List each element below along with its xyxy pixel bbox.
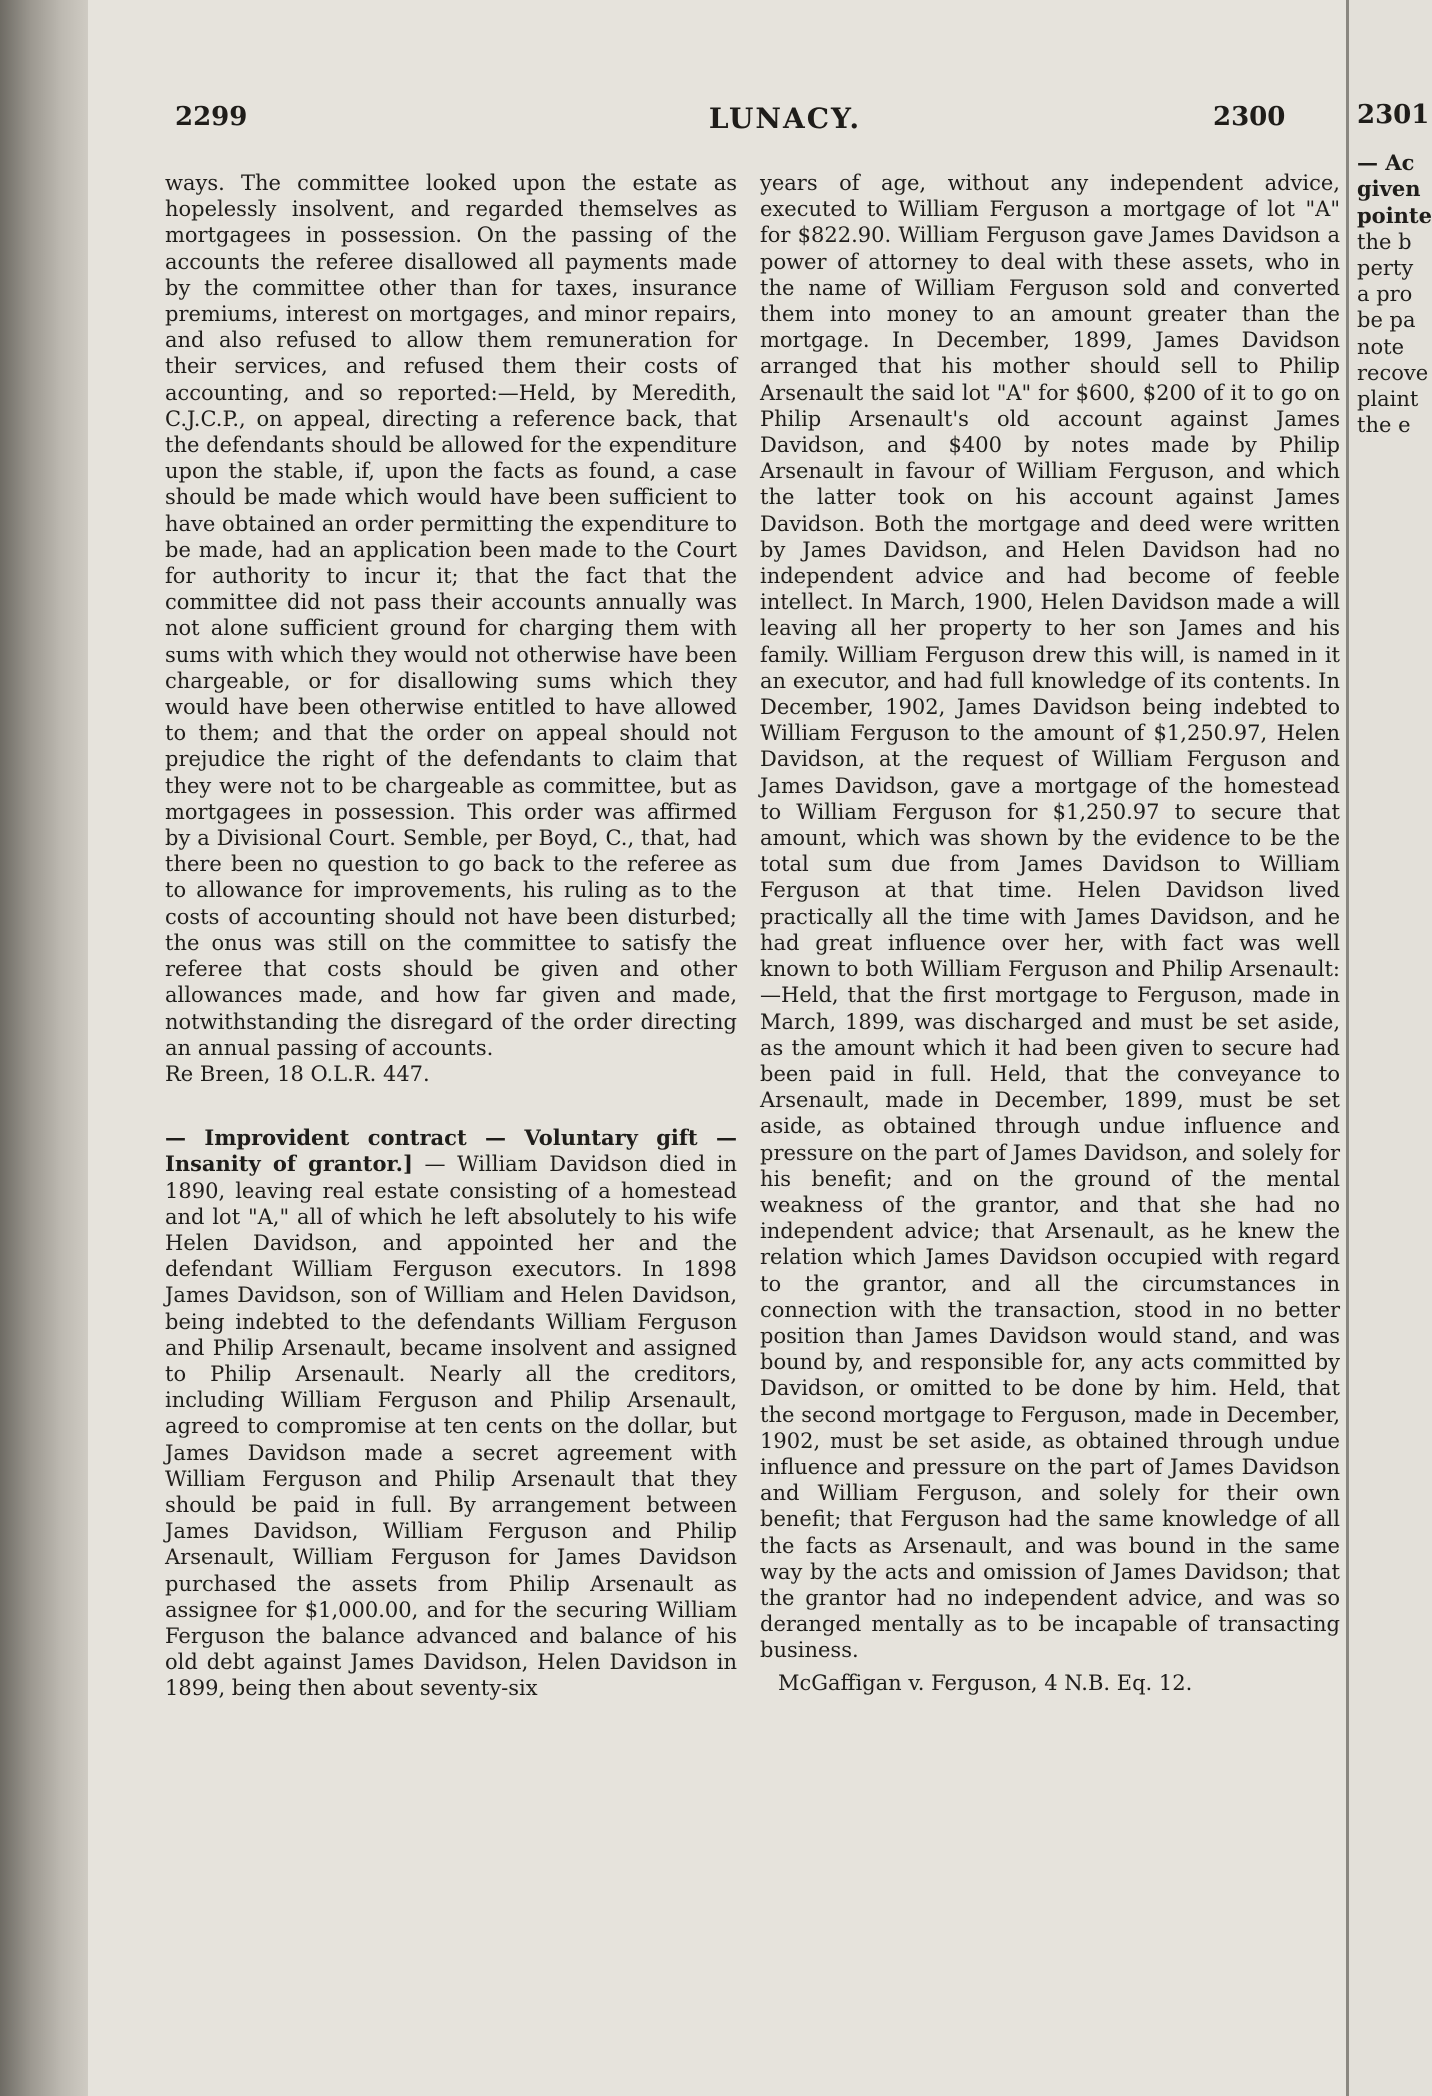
next-page-line: perty xyxy=(1357,256,1414,281)
next-page-line: — Ac xyxy=(1357,150,1415,176)
citation-mcgaffigan: McGaffigan v. Ferguson, 4 N.B. Eq. 12. xyxy=(778,1670,1193,1695)
paragraph-improvident-contract xyxy=(165,1125,737,1701)
next-page-line: plaint xyxy=(1357,387,1419,412)
citation-re-breen: Re Breen, 18 O.L.R. 447. xyxy=(165,1061,430,1086)
section-lead-heading: — Improvident contract — Voluntary gift — Insanity of grantor.] xyxy=(165,1125,737,1177)
right-column xyxy=(760,170,1340,1696)
next-page-line: the e xyxy=(1357,413,1411,438)
left-page-number: 2299 xyxy=(175,102,248,132)
next-page-line: recove xyxy=(1357,360,1429,385)
paragraph-davidson-facts: years of age, without any independent advice, executed to William Ferguson a mortgage of lot "A" for $822.90. William Ferguson gave James Davidson a power of attorney to deal with these assets, who in the name of William Ferguson sold and converted them into money to an amount greater than the mortgage. In December, 1899, James Davidson arranged that his mother should sell to Philip Arsenault the said lot "A" for $600, $200 of it to go on Philip Arsenault's old account against James Davidson, and $400 by notes made by Philip Arsenault in favour of William Ferguson, and which the latter took on his account against James Davidson. Both the mortgage and deed were written by James Davidson, and Helen Davidson had no independent advice and had become of feeble intellect. In March, 1900, Helen Davidson made a will leaving all her property to her son James and his family. William Ferguson drew this will, is named in it an executor, and had full knowledge of its contents. In December, 1902, James Davidson being indebted to William Ferguson to the amount of $1,250.97, Helen Davidson, at the request of William Ferguson and James Davidson, gave a mortgage of the homestead to William Ferguson for $1,250.97 to secure that amount, which was shown by the evidence to be the total sum due from James Davidson to William Ferguson at that time. Helen Davidson lived practically all the time with James Davidson, and he had great influence over her, with fact was well known to both William Ferguson and Philip Arsenault:—Held, that the first mortgage to Ferguson, made in March, 1899, was discharged and must be set aside, as the amount which it had been given to secure had been paid in full. Held, that the conveyance to Arsenault, made in December, 1899, must be set aside, as obtained through undue influence and pressure on the part of James Davidson, and solely for his benefit; and on the ground of the mental weakness of the grantor, and that she had no independent advice; that Arsenault, as he knew the relation which James Davidson occupied with regard to the grantor, and all the circumstances in connection with the transaction, stood in no better position than James Davidson would stand, and was bound by, and responsible for, any acts committed by Davidson, or omitted to be done by him. Held, that the second mortgage to Ferguson, made in December, 1902, must be set aside, as obtained through undue influence and pressure on the part of James Davidson and William Ferguson, and solely for their own benefit; that Ferguson had the same knowledge of all the facts as Arsenault, and was bound in the same way by the acts and omission of James Davidson; that the grantor had no independent advice, and was so deranged mentally as to be incapable of transacting business. xyxy=(760,171,1340,1663)
next-page-text xyxy=(1357,102,1432,438)
next-page-fragment xyxy=(1346,0,1432,2096)
paragraph-body: — William Davidson died in 1890, leaving real estate consisting of a homestead and lot "A," all of which he left absolutely to his wife Helen Davidson, and appointed her and the defendant William Ferguson executors. In 1898 James Davidson, son of William and Helen Davidson, being indebted to the defendants William Ferguson and Philip Arsenault, became insolvent and assigned to Philip Arsenault. Nearly all the creditors, including William Ferguson and Philip Arsenault, agreed to compromise at ten cents on the dollar, but James Davidson made a secret agreement with William Ferguson and Philip Arsenault that they should be paid in full. By arrangement between James Davidson, William Ferguson and Philip Arsenault, William Ferguson for James Davidson purchased the assets from Philip Arsenault as assignee for $1,000.00, and for the securing William Ferguson the balance advanced and balance of his old debt against James Davidson, Helen Davidson in 1899, being then about seventy-six xyxy=(165,1152,737,1701)
next-page-line: be pa xyxy=(1357,308,1416,333)
running-head: LUNACY. xyxy=(708,102,862,135)
section-gap xyxy=(165,1087,737,1125)
page-header xyxy=(0,102,1432,142)
next-page-line: note xyxy=(1357,334,1405,359)
next-page-number: 2301 xyxy=(1357,100,1430,130)
book-binding xyxy=(0,0,88,2096)
next-page-line: a pro xyxy=(1357,282,1413,307)
right-page-number: 2300 xyxy=(1213,102,1286,132)
left-column xyxy=(165,170,737,1702)
next-page-line: given xyxy=(1357,176,1421,202)
next-page-line: the b xyxy=(1357,229,1412,254)
paragraph-committee-accounts: ways. The committee looked upon the estate as hopelessly insolvent, and regarded themselves as mortgagees in possession. On the passing of the accounts the referee disallowed all payments made by the committee other than for taxes, insurance premiums, interest on mortgages, and minor repairs, and also refused to allow them remuneration for their services, and refused them their costs of accounting, and so reported:—Held, by Meredith, C.J.C.P., on appeal, directing a reference back, that the defendants should be allowed for the expenditure upon the stable, if, upon the facts as found, a case should be made which would have been sufficient to have obtained an order permitting the expenditure to be made, had an application been made to the Court for authority to incur it; that the fact that the committee did not pass their accounts annually was not alone sufficient ground for charging them with sums with which they would not otherwise have been chargeable, or for disallowing sums which they would have been otherwise entitled to have allowed to them; and that the order on appeal should not prejudice the right of the defendants to claim that they were not to be chargeable as committee, but as mortgagees in possession. This order was affirmed by a Divisional Court. Semble, per Boyd, C., that, had there been no question to go back to the referee as to allowance for improvements, his ruling as to the costs of accounting should not have been disturbed; the onus was still on the committee to satisfy the referee that costs should be given and other allowances made, and how far given and made, notwithstanding the disregard of the order directing an annual passing of accounts. xyxy=(165,171,737,1060)
next-page-line: pointe xyxy=(1357,202,1432,228)
